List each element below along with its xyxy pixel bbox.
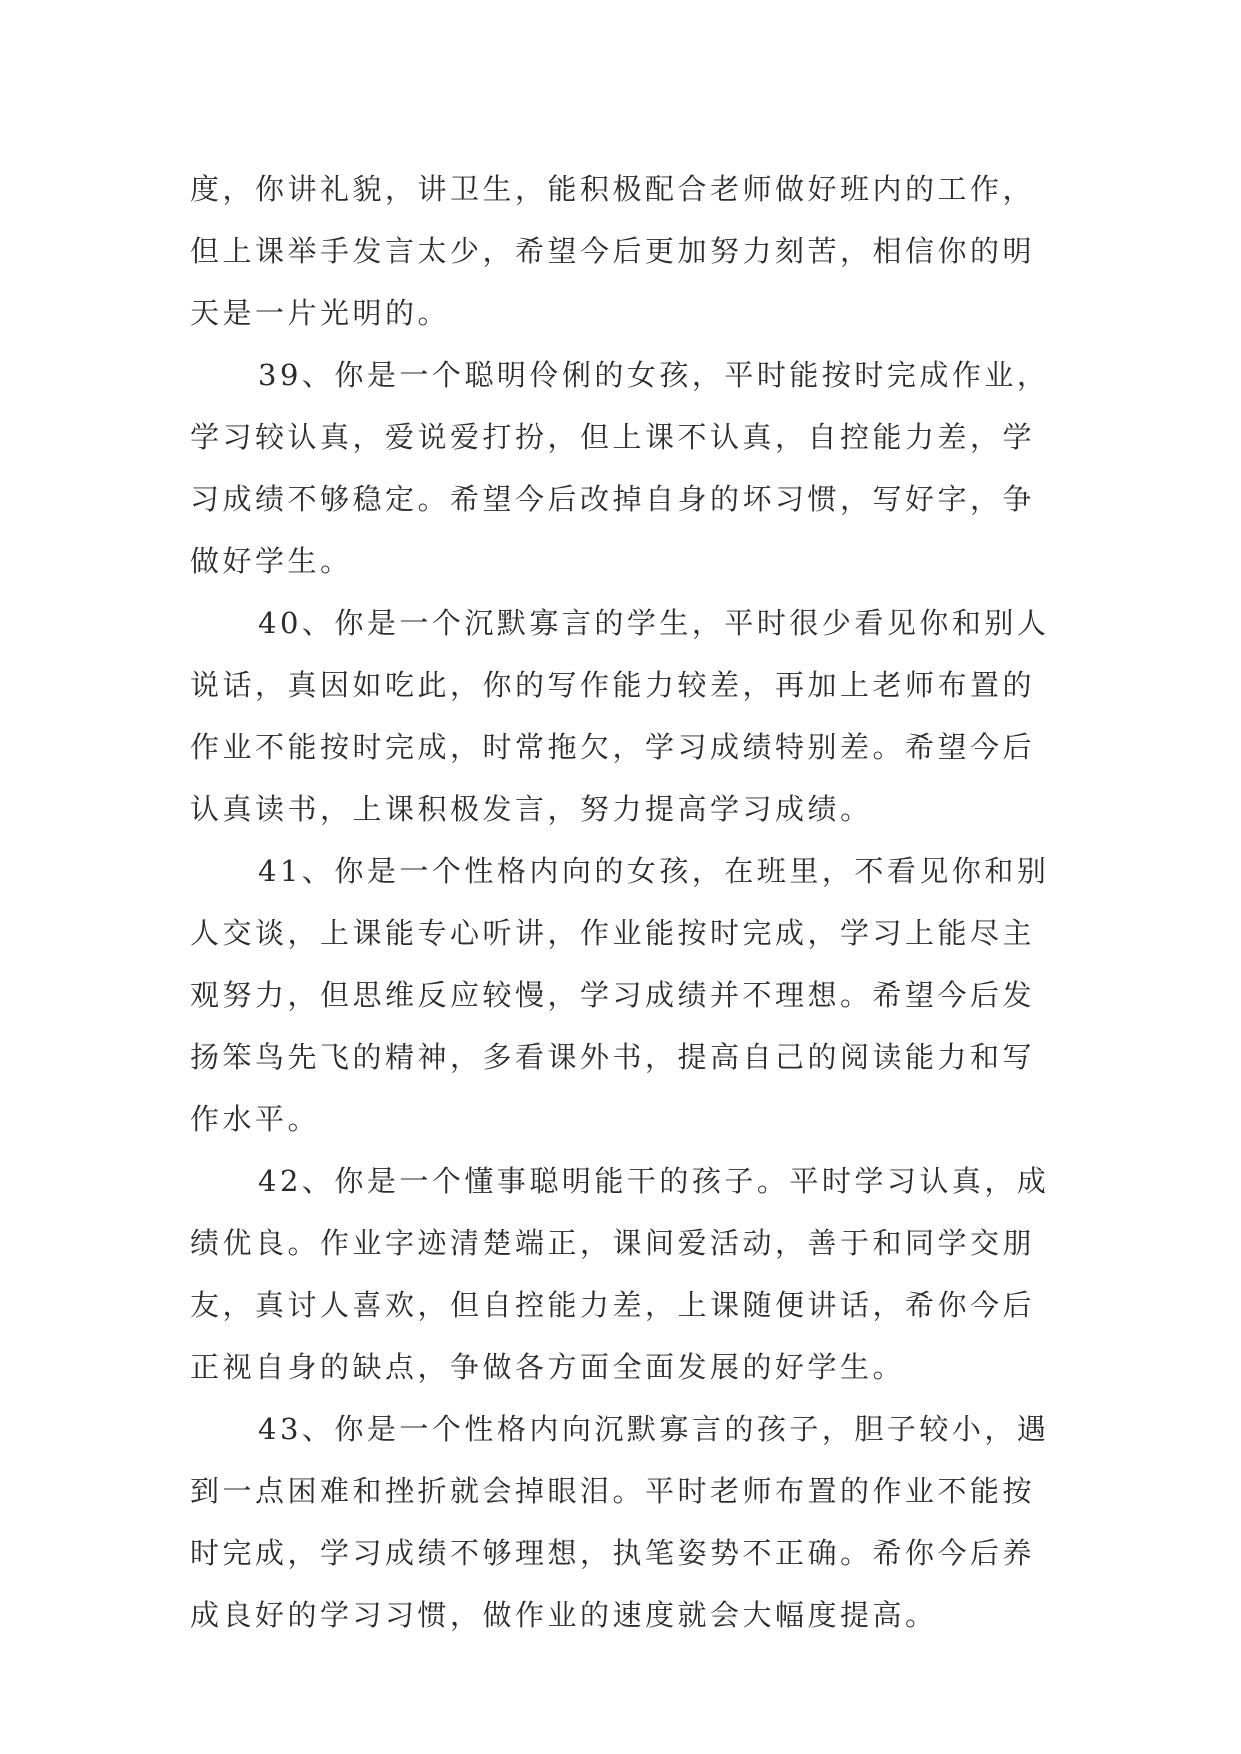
text-line: 时完成，学习成绩不够理想，执笔姿势不正确。希你今后养	[190, 1536, 1036, 1570]
text-line: 成良好的学习习惯，做作业的速度就会大幅度提高。	[190, 1598, 938, 1632]
text-line: 友，真讨人喜欢，但自控能力差，上课随便讲话，希你今后	[190, 1288, 1036, 1322]
text-line: 天是一片光明的。	[190, 296, 451, 330]
paragraph-42-start: 42、你是一个懂事聪明能干的孩子。平时学习认真，成	[258, 1164, 1050, 1198]
text-line: 做好学生。	[190, 544, 353, 578]
text-line: 绩优良。作业字迹清楚端正，课间爱活动，善于和同学交朋	[190, 1226, 1036, 1260]
text-line: 学习较认真，爱说爱打扮，但上课不认真，自控能力差，学	[190, 420, 1036, 454]
paragraph-39-start: 39、你是一个聪明伶俐的女孩，平时能按时完成作业，	[258, 358, 1050, 392]
text-line: 到一点困难和挫折就会掉眼泪。平时老师布置的作业不能按	[190, 1474, 1036, 1508]
document-body	[190, 158, 1060, 1646]
paragraph-41-start: 41、你是一个性格内向的女孩，在班里，不看见你和别	[258, 854, 1050, 888]
text-line: 认真读书，上课积极发言，努力提高学习成绩。	[190, 792, 873, 826]
text-line: 人交谈，上课能专心听讲，作业能按时完成，学习上能尽主	[190, 916, 1036, 950]
paragraph-43-start: 43、你是一个性格内向沉默寡言的孩子，胆子较小，遇	[258, 1412, 1050, 1446]
text-line: 说话，真因如吃此，你的写作能力较差，再加上老师布置的	[190, 668, 1036, 702]
text-line: 作业不能按时完成，时常拖欠，学习成绩特别差。希望今后	[190, 730, 1036, 764]
text-line: 正视自身的缺点，争做各方面全面发展的好学生。	[190, 1350, 906, 1384]
text-line: 作水平。	[190, 1102, 321, 1136]
paragraph-40-start: 40、你是一个沉默寡言的学生，平时很少看见你和别人	[258, 606, 1050, 640]
text-line: 观努力，但思维反应较慢，学习成绩并不理想。希望今后发	[190, 978, 1036, 1012]
text-line: 习成绩不够稳定。希望今后改掉自身的坏习惯，写好字，争	[190, 482, 1036, 516]
text-line: 扬笨鸟先飞的精神，多看课外书，提高自己的阅读能力和写	[190, 1040, 1036, 1074]
text-line: 但上课举手发言太少，希望今后更加努力刻苦，相信你的明	[190, 234, 1036, 268]
text-line: 度，你讲礼貌，讲卫生，能积极配合老师做好班内的工作，	[190, 172, 1036, 206]
